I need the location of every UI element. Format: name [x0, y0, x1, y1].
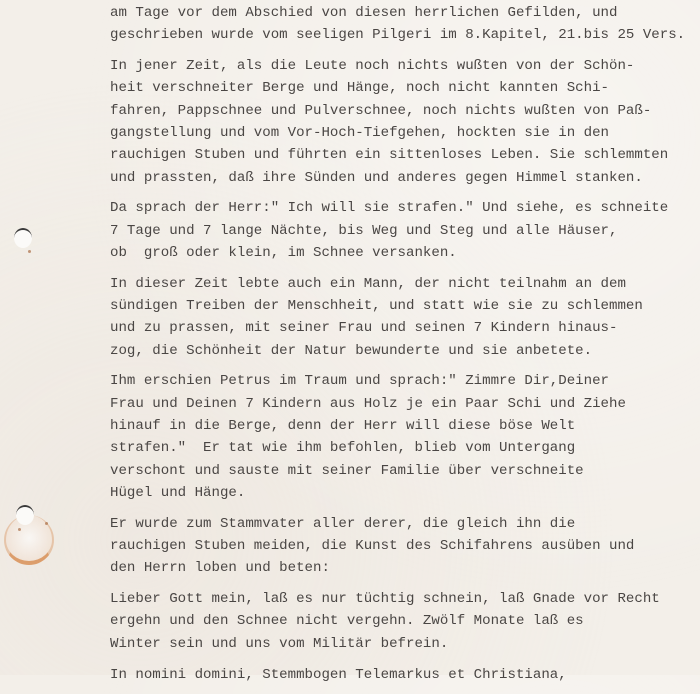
punch-hole	[14, 228, 32, 248]
text-line: rauchigen Stuben meiden, die Kunst des Schifahrens ausüben und	[110, 538, 635, 555]
text-line: Winter sein und uns vom Militär befrein.	[110, 635, 449, 652]
paragraph-petrus	[110, 370, 700, 504]
text-line: geschrieben wurde vom seeligen Pilgeri im 8.Kapitel, 21.bis 25 Vers.	[110, 27, 686, 44]
text-line: sündigen Treiben der Menschheit, und statt wie sie zu schlemmen	[110, 298, 643, 315]
text-line: hinauf in die Berge, denn der Herr will diese böse Welt	[110, 418, 576, 435]
text-line: zog, die Schönheit der Natur bewunderte und sie anbetete.	[110, 342, 593, 359]
text-line: Lieber Gott mein, laß es nur tüchtig schnein, laß Gnade vor Recht	[110, 591, 660, 608]
text-line: ergehn und den Schnee nicht vergehn. Zwölf Monate laß es	[110, 613, 584, 630]
text-line: In dieser Zeit lebte auch ein Mann, der nicht teilnahm an dem	[110, 275, 626, 292]
text-line: fahren, Pappschnee und Pulverschnee, noch nichts wußten von Paß-	[110, 102, 652, 119]
text-line: gangstellung und vom Vor-Hoch-Tiefgehen, hockten sie in den	[110, 124, 609, 141]
text-line: am Tage vor dem Abschied von diesen herrlichen Gefilden, und	[110, 5, 618, 21]
text-line: strafen." Er tat wie ihm befohlen, blieb vom Untergang	[110, 440, 576, 457]
rust-speck	[18, 528, 21, 531]
text-line: rauchigen Stuben und führten ein sittenloses Leben. Sie schlemmten	[110, 147, 669, 164]
text-line: In nomini domini, Stemmbogen Telemarkus et Christiana,	[110, 666, 567, 683]
text-line: heit verschneiter Berge und Hänge, noch nicht kannten Schi-	[110, 80, 609, 97]
text-line: ob groß oder klein, im Schnee versanken.	[110, 244, 457, 261]
text-line: den Herrn loben und beten:	[110, 560, 330, 577]
punch-hole	[16, 505, 34, 525]
text-line: und prassten, daß ihre Sünden und anderes gegen Himmel stanken.	[110, 169, 643, 186]
text-line: Ihm erschien Petrus im Traum und sprach:" Zimmre Dir,Deiner	[110, 373, 609, 390]
paper-speck	[28, 250, 31, 253]
text-line: Da sprach der Herr:" Ich will sie strafen." Und siehe, es schneite	[110, 200, 669, 217]
text-line: Hügel und Hänge.	[110, 484, 246, 501]
paragraph-jener-zeit	[110, 55, 700, 189]
paragraph-prayer	[110, 588, 700, 655]
text-line: Frau und Deinen 7 Kindern aus Holz je ein Paar Schi und Ziehe	[110, 395, 626, 412]
text-line: In jener Zeit, als die Leute noch nichts wußten von der Schön-	[110, 58, 635, 75]
rust-speck	[45, 522, 48, 525]
paragraph-dieser-zeit	[110, 273, 700, 362]
text-line: verschont und sauste mit seiner Familie über verschneite	[110, 462, 584, 479]
paragraph-stammvater	[110, 513, 700, 580]
document-text	[110, 2, 700, 694]
paragraph-da-sprach	[110, 197, 700, 264]
text-line: 7 Tage und 7 lange Nächte, bis Weg und Steg und alle Häuser,	[110, 222, 618, 239]
text-line: und zu prassen, mit seiner Frau und seinen 7 Kindern hinaus-	[110, 320, 618, 337]
text-line: Er wurde zum Stammvater aller derer, die gleich ihn die	[110, 515, 576, 532]
paragraph-intro	[110, 2, 700, 47]
